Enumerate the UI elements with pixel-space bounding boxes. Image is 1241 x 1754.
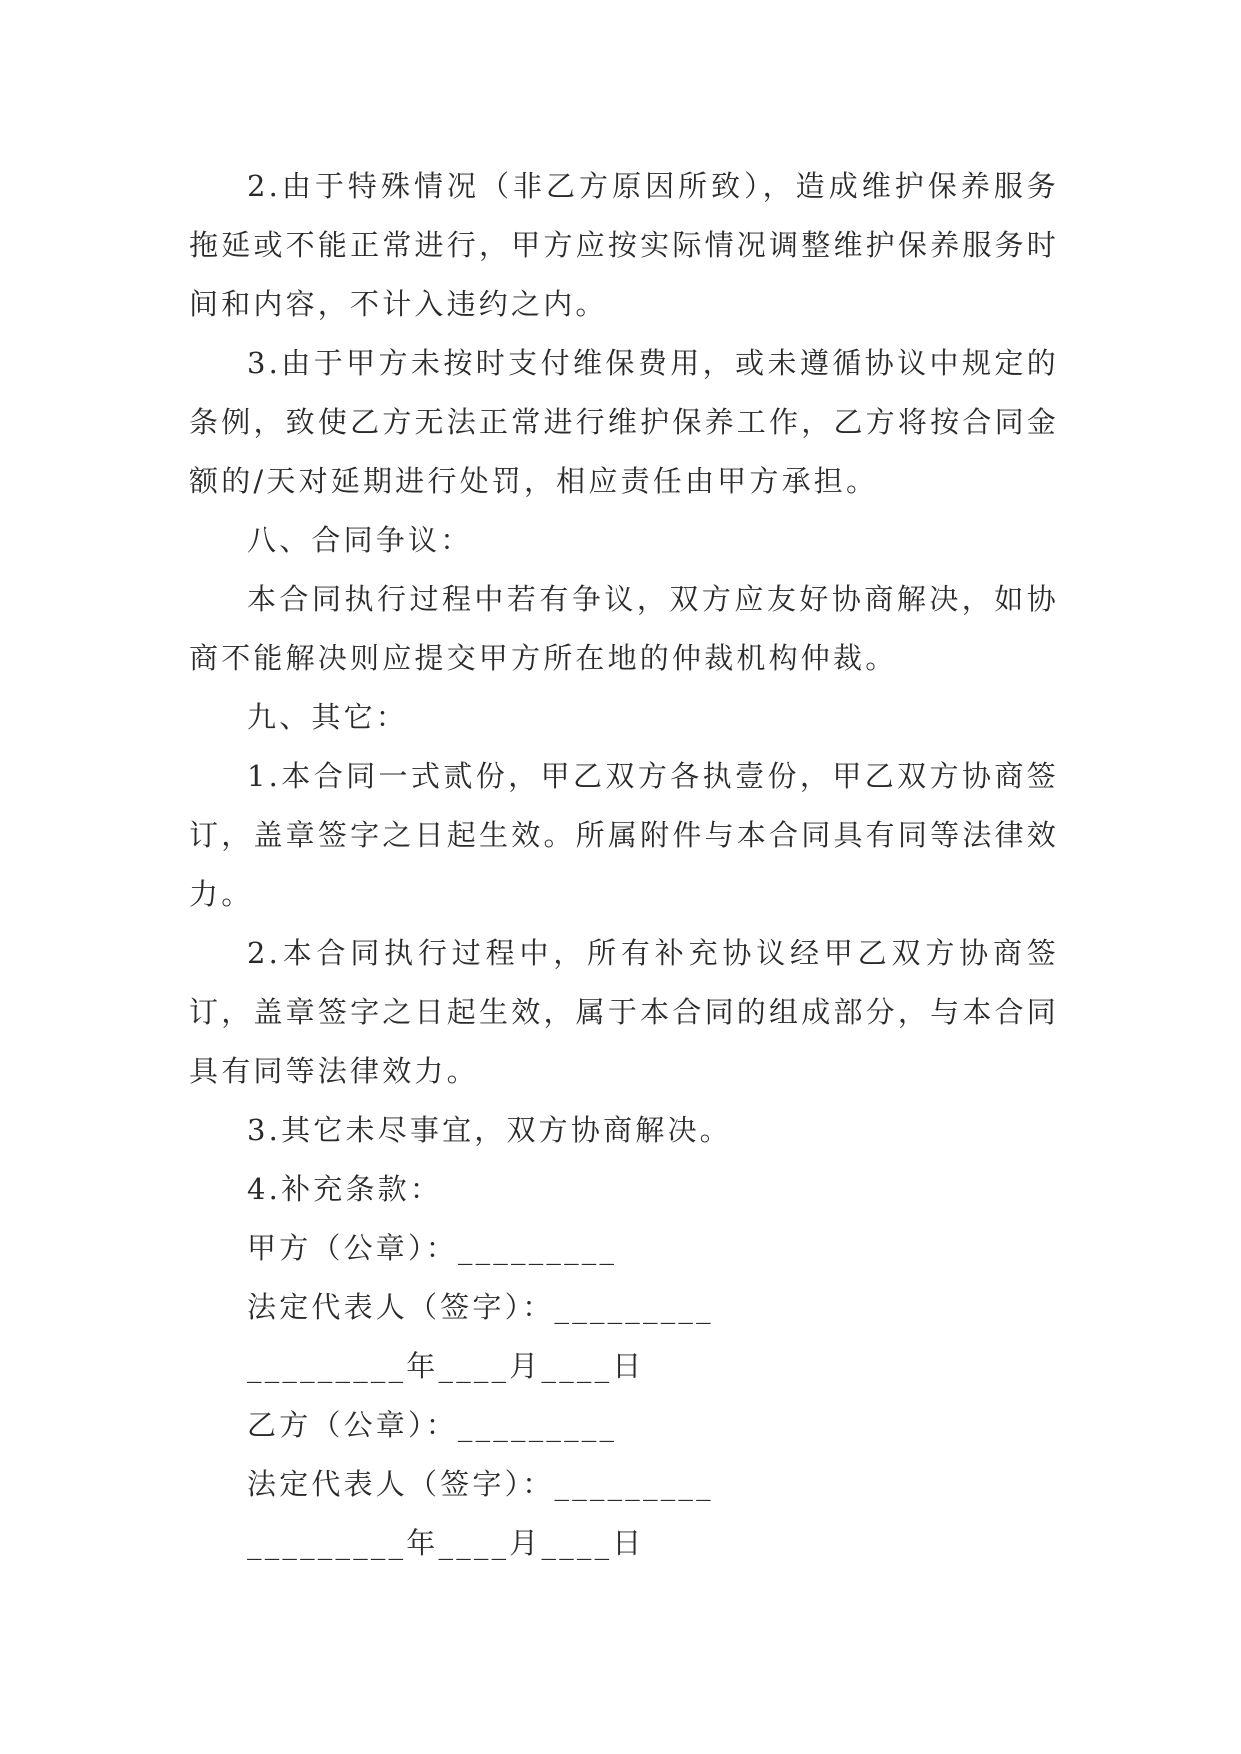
document-body — [189, 157, 1059, 1573]
clause-9-4: 4.补充条款： — [247, 1172, 443, 1206]
clause-7-3: 3.由于甲方未按时支付维保费用，或未遵循协议中规定的条例，致使乙方无法正常进行维护保养工作，乙方将按合同金额的/天对延期进行处罚，相应责任由甲方承担。 — [189, 346, 1059, 498]
section-heading-other: 九、其它： — [247, 700, 409, 734]
clause-7-2: 2.由于特殊情况（非乙方原因所致），造成维护保养服务拖延或不能正常进行，甲方应按实际情况调整维护保养服务时间和内容，不计入违约之内。 — [189, 169, 1059, 321]
party-b-representative-line: 法定代表人（签字）：_________ — [247, 1467, 714, 1501]
section-heading-dispute: 八、合同争议： — [247, 523, 473, 557]
clause-9-3: 3.其它未尽事宜，双方协商解决。 — [247, 1113, 732, 1147]
clause-9-1: 1.本合同一式贰份，甲乙双方各执壹份，甲乙双方协商签订，盖章签字之日起生效。所属附件与本合同具有同等法律效力。 — [189, 759, 1059, 911]
clause-9-2: 2.本合同执行过程中，所有补充协议经甲乙双方协商签订，盖章签字之日起生效，属于本合同的组成部分，与本合同具有同等法律效力。 — [189, 936, 1059, 1088]
party-a-seal-line: 甲方（公章）：_________ — [247, 1231, 618, 1265]
party-b-seal-line: 乙方（公章）：_________ — [247, 1408, 618, 1442]
party-a-date-line: _________年____月____日 — [247, 1349, 645, 1383]
party-b-date-line: _________年____月____日 — [247, 1526, 645, 1560]
party-a-representative-line: 法定代表人（签字）：_________ — [247, 1290, 714, 1324]
dispute-clause: 本合同执行过程中若有争议，双方应友好协商解决，如协商不能解决则应提交甲方所在地的仲裁机构仲裁。 — [189, 582, 1059, 675]
